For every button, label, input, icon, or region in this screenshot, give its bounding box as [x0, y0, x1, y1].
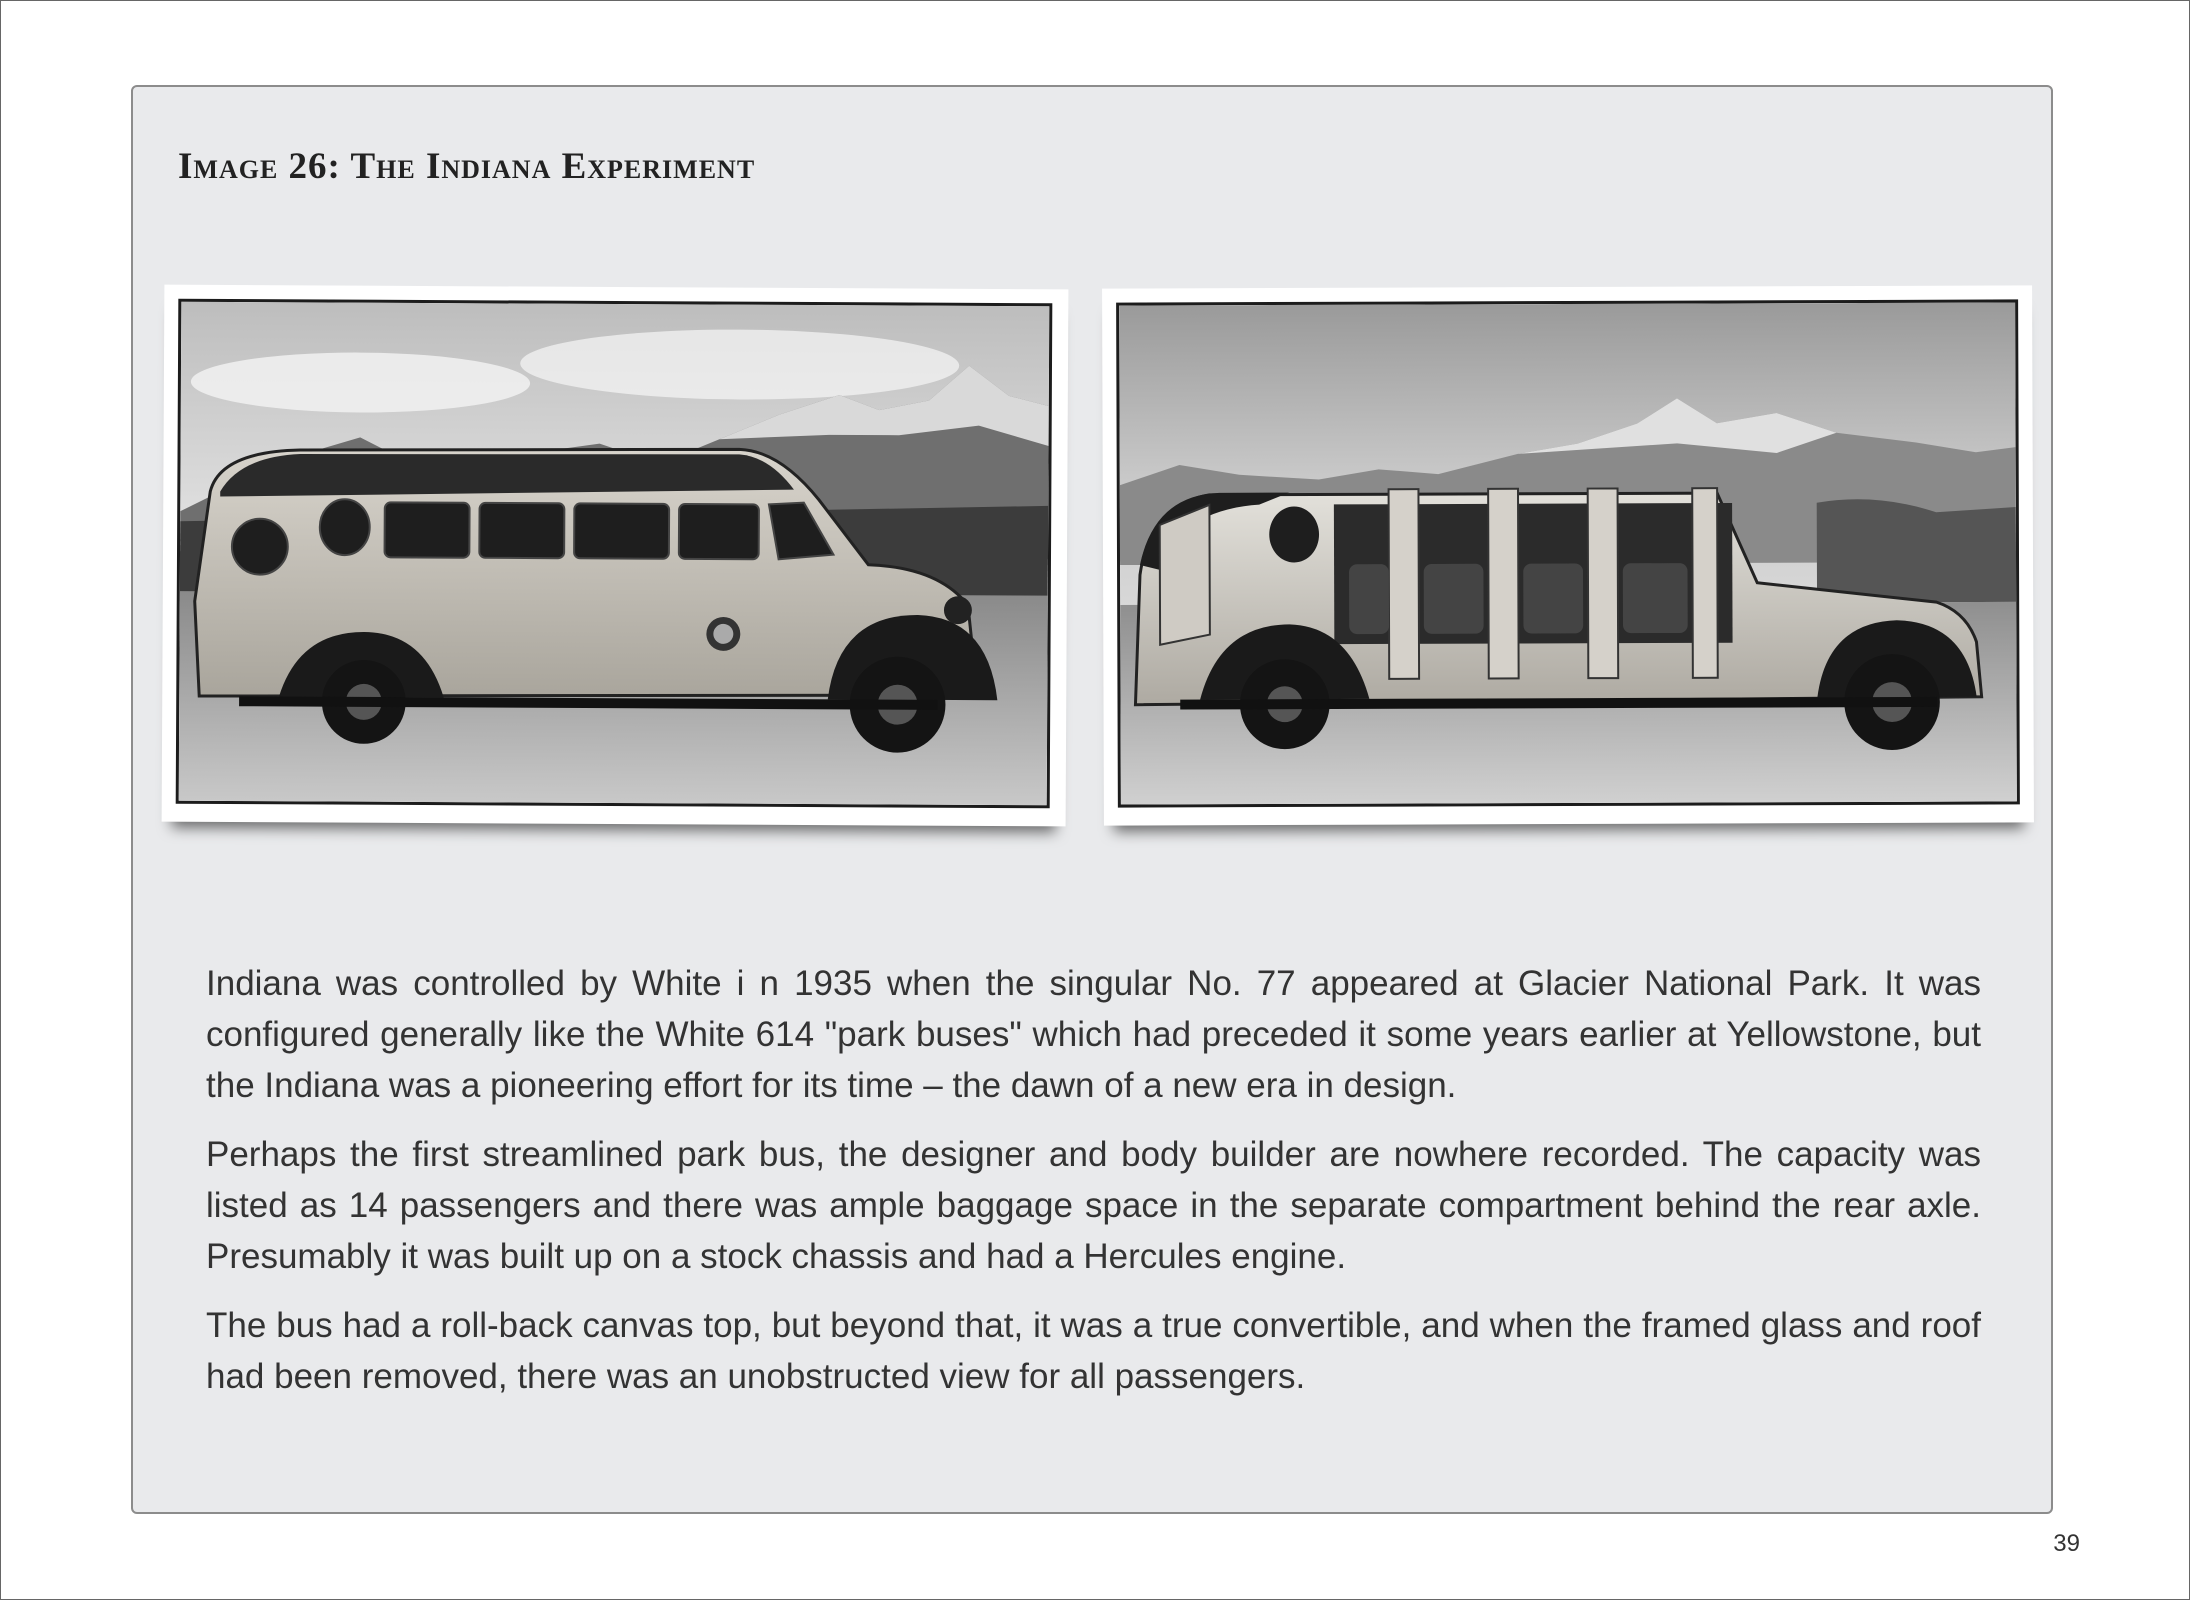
body-text	[206, 958, 1981, 1420]
paragraph-2: Perhaps the first streamlined park bus, the designer and body builder are nowhere recorded. The capacity was listed as 14 passengers and there was ample baggage space in the separate compartment behind the rear axle. Presumably it was built up on a stock chassis and had a Hercules engine.	[206, 1135, 1981, 1276]
image-caption	[178, 145, 755, 188]
page-number: 39	[2053, 1530, 2080, 1557]
caption-separator: :	[327, 146, 341, 187]
bus-open-image	[1119, 302, 2017, 804]
paragraph-1: Indiana was controlled by White i n 1935 when the singular No. 77 appeared at Glacier National Park. It was configured generally like the White 614 "park buses" which had preceded it some years earlier at Yellowstone, but the Indiana was a pioneering effort for its time – the dawn of a new era in design.	[206, 964, 1981, 1105]
bus-closed-image	[179, 302, 1050, 806]
caption-label: Image 26	[178, 146, 328, 187]
photo-bus-closed	[162, 285, 1069, 827]
caption-title: The Indiana Experiment	[350, 146, 756, 187]
photo-bus-open	[1102, 285, 2034, 825]
paragraph-3: The bus had a roll-back canvas top, but beyond that, it was a true convertible, and when the framed glass and roof had been removed, there was an unobstructed view for all passengers.	[206, 1306, 1981, 1396]
